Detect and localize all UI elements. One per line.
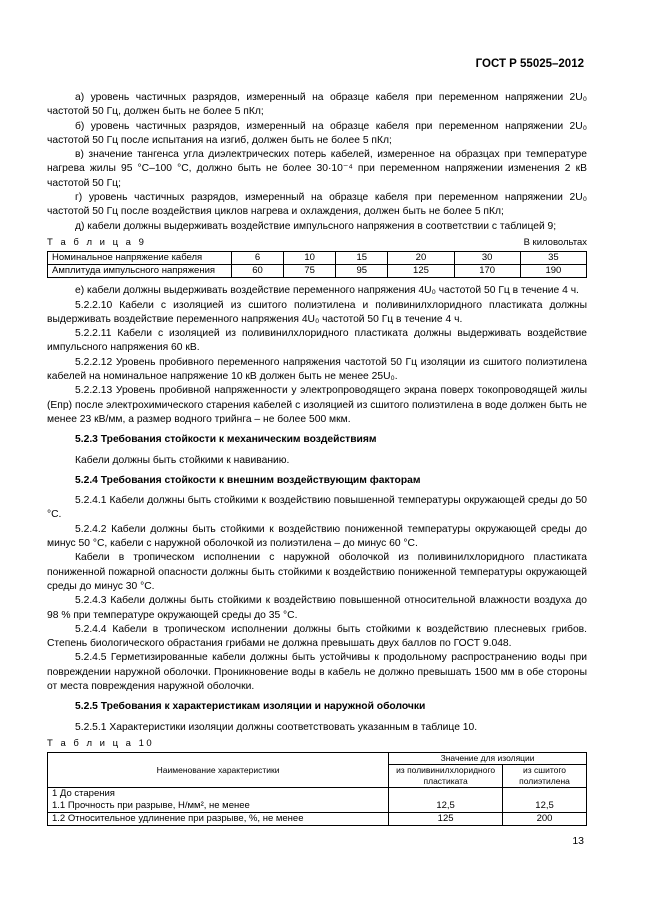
table-cell: 60 bbox=[232, 265, 284, 278]
paragraph: 5.2.2.12 Уровень пробивного переменного напряжения частотой 50 Гц изоляции из сшитого полиэтилена кабелей на номинальное напряжение 10 кВ должен быть не менее 25U₀. bbox=[47, 356, 587, 383]
table-cell: 75 bbox=[284, 265, 336, 278]
section-heading: 5.2.4 Требования стойкости к внешним воздействующим факторам bbox=[75, 474, 421, 486]
table-header-row bbox=[48, 753, 587, 765]
paragraph: 5.2.2.13 Уровень пробивной напряженности у электропроводящего экрана поверх токопроводящей жилы (Eпр) после электрохимического старения кабелей с изоляцией из сшитого полиэтилена в воде должен быть не менее 23 кВ/мм, а размер водного трийнга – не более 500 мкм. bbox=[47, 385, 587, 425]
table-cell: 20 bbox=[388, 252, 454, 265]
paragraph: г) уровень частичных разрядов, измеренный на образце кабеля при переменном напряжении 2U₀ частотой 50 Гц после воздействия циклов нагрева и охлаждения, должен быть не более 5 пКл; bbox=[47, 192, 587, 218]
paragraph: 5.2.4.1 Кабели должны быть стойкими к воздействию повышенной температуры окружающей среды до 50 °С. bbox=[47, 495, 587, 521]
table-cell: Номинальное напряжение кабеля bbox=[48, 252, 232, 265]
table-header-cell: из поливинилхлоридного пластиката bbox=[389, 765, 503, 788]
section-heading: 5.2.5 Требования к характеристикам изоляции и наружной оболочки bbox=[75, 701, 426, 713]
paragraph: Кабели должны быть стойкими к навиванию. bbox=[75, 454, 290, 466]
table-cell: 30 bbox=[454, 252, 520, 265]
table-row bbox=[48, 813, 587, 826]
document-code: ГОСТ Р 55025–2012 bbox=[475, 58, 584, 70]
paragraph: е) кабели должны выдерживать воздействие переменного напряжения 4U₀ частотой 50 Гц в течение 4 ч. bbox=[75, 285, 579, 297]
paragraph: а) уровень частичных разрядов, измеренный на образце кабеля при переменном напряжении 2U₀ частотой 50 Гц, должен быть не более 5 пКл; bbox=[47, 92, 587, 118]
table-cell: 190 bbox=[520, 265, 586, 278]
table-cell bbox=[48, 788, 389, 813]
table-10-caption: Т а б л и ц а 10 bbox=[47, 737, 155, 749]
page-number: 13 bbox=[572, 835, 584, 847]
table-header-cell: Значение для изоляции bbox=[389, 753, 587, 765]
table-cell: 95 bbox=[336, 265, 388, 278]
table-10 bbox=[47, 752, 587, 826]
paragraph: д) кабели должны выдерживать воздействие импульсного напряжения в соответствии с таблицей 9; bbox=[75, 220, 557, 232]
paragraph: Кабели в тропическом исполнении с наружной оболочкой из поливинилхлоридного пластиката пониженной пожарной опасности должны быть стойкими к воздействию пониженной температуры окружающей среды до минус 30 °С. bbox=[47, 552, 587, 592]
table-cell: 12,5 bbox=[503, 788, 587, 813]
paragraph: 5.2.4.5 Герметизированные кабели должны быть устойчивы к продольному распространению воды при повреждении наружной оболочки. Проникновение воды в кабель не должно превышать 1500 мм в обе стороны от места повреждения наружной оболочки. bbox=[47, 652, 587, 692]
table-cell: 1.2 Относительное удлинение при разрыве, %, не менее bbox=[48, 813, 389, 826]
page-body bbox=[47, 91, 587, 826]
table-9 bbox=[47, 251, 587, 278]
table-row bbox=[48, 252, 587, 265]
paragraph: 5.2.5.1 Характеристики изоляции должны соответствовать указанным в таблице 10. bbox=[75, 721, 478, 733]
table-cell: 125 bbox=[388, 265, 454, 278]
table-9-units: В киловольтах bbox=[523, 236, 587, 248]
paragraph: в) значение тангенса угла диэлектрических потерь кабелей, измеренное на образцах при температуре нагрева жилы 95 °С–100 °С, должно быть не более 30·10⁻⁴ при переменном напряжении изменения 2 кВ частотой 50 Гц; bbox=[47, 149, 587, 189]
table-cell: 12,5 bbox=[389, 788, 503, 813]
paragraph: 5.2.2.10 Кабели с изоляцией из сшитого полиэтилена и поливинилхлоридного пластиката должны выдерживать воздействие переменного напряжения 4U₀ частотой 50 Гц в течение 4 ч. bbox=[47, 299, 587, 325]
table-cell: 200 bbox=[503, 813, 587, 826]
table-cell: 15 bbox=[336, 252, 388, 265]
table-header-cell: из сшитого полиэтилена bbox=[503, 765, 587, 788]
table-cell: 125 bbox=[389, 813, 503, 826]
table-row bbox=[48, 788, 587, 813]
table-cell: 10 bbox=[284, 252, 336, 265]
paragraph: 5.2.4.4 Кабели в тропическом исполнении должны быть стойкими к воздействию плесневых грибов. Степень биологического обрастания грибами не должна превышать двух баллов по ГОСТ 9.048. bbox=[47, 623, 587, 650]
paragraph: 5.2.2.11 Кабели с изоляцией из поливинилхлоридного пластиката должны выдерживать воздействие импульсного напряжения 60 кВ. bbox=[47, 328, 587, 354]
paragraph: 5.2.4.2 Кабели должны быть стойкими к воздействию пониженной температуры окружающей среды до минус 50 °С, кабели с наружной оболочкой из полиэтилена – до минус 60 °С. bbox=[47, 523, 587, 550]
table-header-cell: Наименование характеристики bbox=[48, 753, 389, 788]
row-label: 1.1 Прочность при разрыве, Н/мм², не менее bbox=[52, 800, 250, 812]
paragraph: б) уровень частичных разрядов, измеренный на образце кабеля при переменном напряжении 2U₀ частотой 50 Гц после испытания на изгиб, должен быть не более 5 пКл; bbox=[47, 120, 587, 146]
table-cell: 6 bbox=[232, 252, 284, 265]
row-label: 1 До старения bbox=[52, 788, 115, 800]
paragraph: 5.2.4.3 Кабели должны быть стойкими к воздействию повышенной относительной влажности воздуха до 98 % при температуре окружающей среды до 35 °С. bbox=[47, 595, 587, 621]
table-9-caption: Т а б л и ц а 9 bbox=[47, 236, 147, 248]
table-cell: Амплитуда импульсного напряжения bbox=[48, 265, 232, 278]
table-row bbox=[48, 265, 587, 278]
table-cell: 170 bbox=[454, 265, 520, 278]
table-9-caption-row bbox=[47, 236, 587, 250]
section-heading: 5.2.3 Требования стойкости к механическим воздействиям bbox=[75, 434, 377, 446]
table-cell: 35 bbox=[520, 252, 586, 265]
table-10-caption-row bbox=[47, 737, 587, 751]
